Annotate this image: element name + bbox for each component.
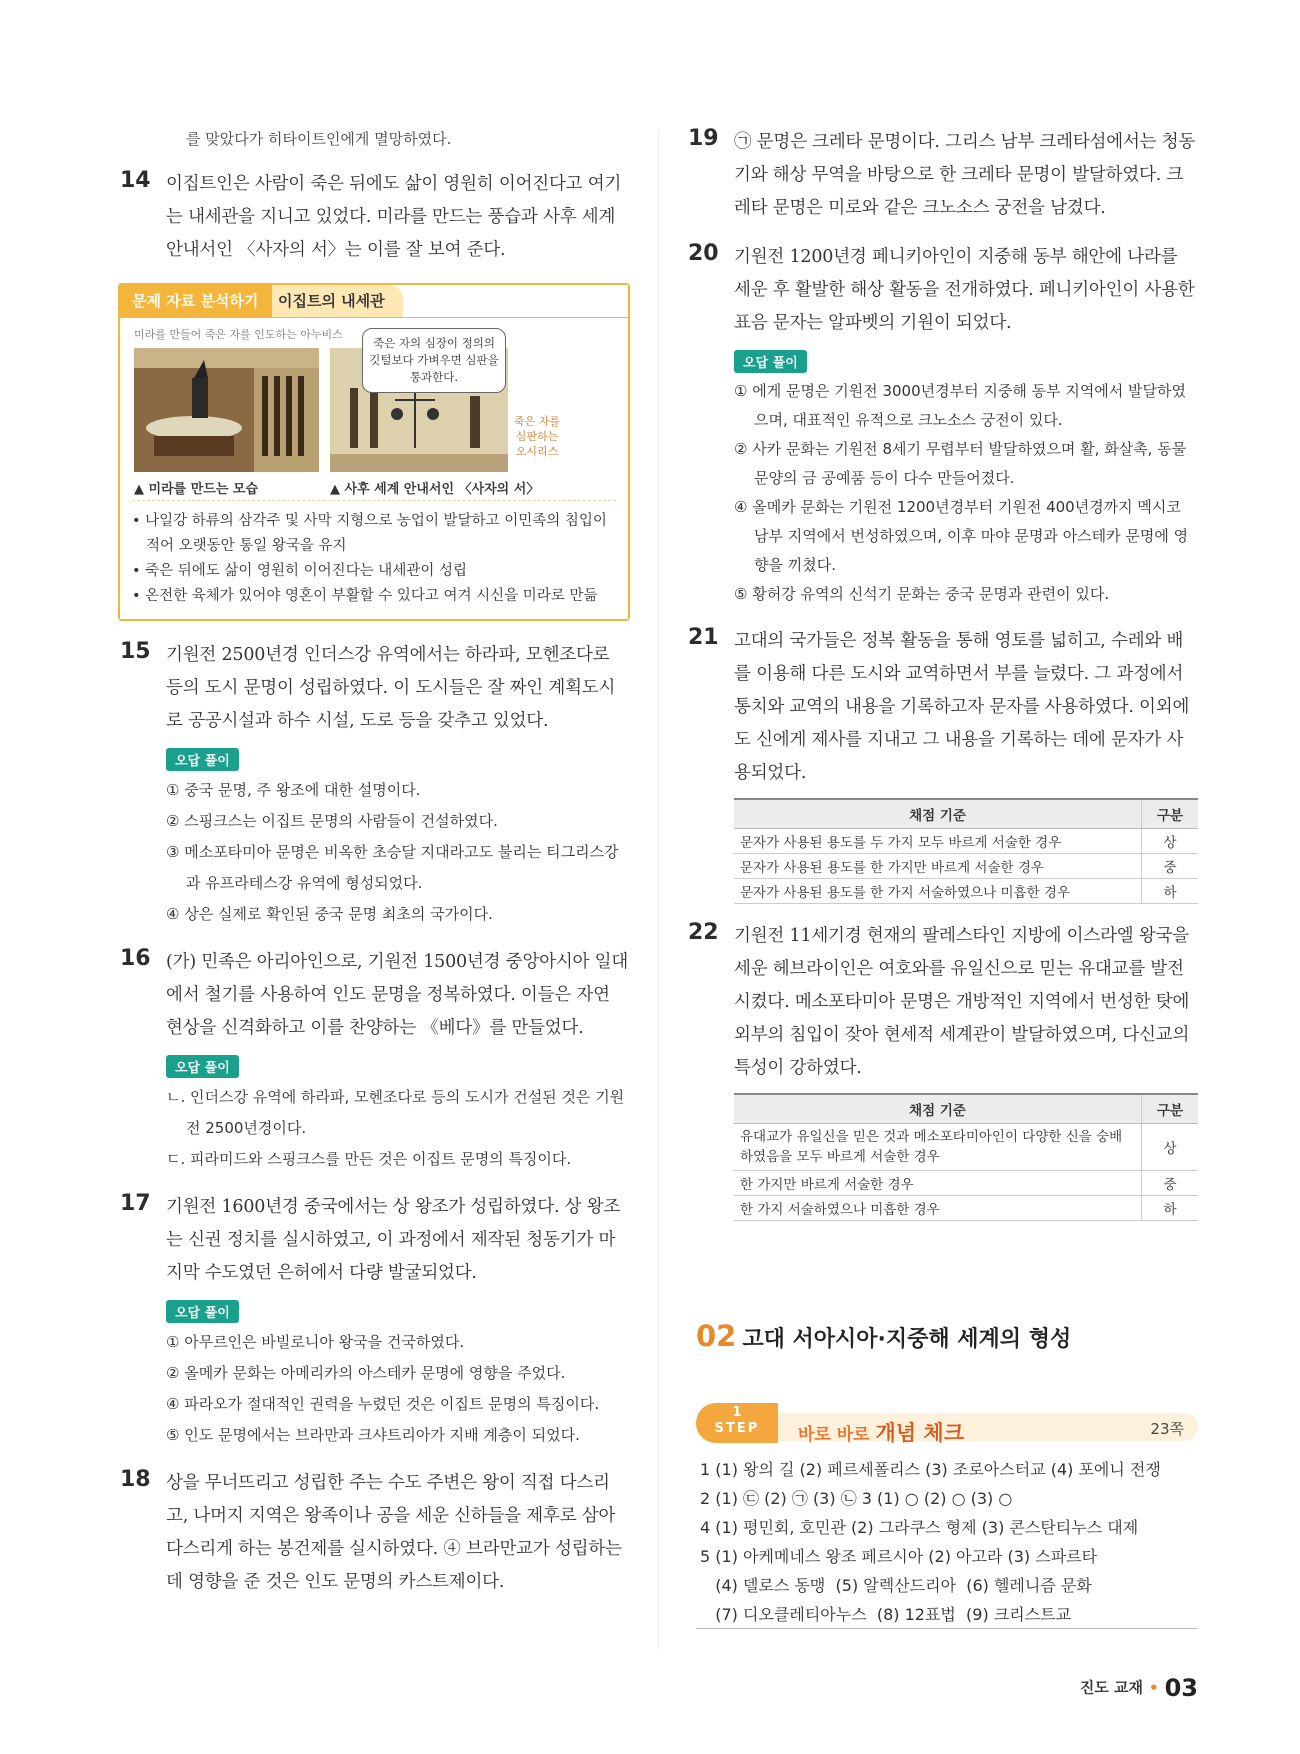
step-label: STEP (714, 1421, 760, 1436)
table-cell: 한 가지만 바르게 서술한 경우 (734, 1171, 1142, 1196)
table-cell: 유대교가 유일신을 믿은 것과 메소포타미아인이 다양한 신을 숭배하였음을 모두 바르게 서술한 경우 (734, 1124, 1142, 1171)
answer-text: 기원전 1600년경 중국에서는 상 왕조가 성립하였다. 상 왕조는 신권 정치를 실시하였고, 이 과정에서 제작된 청동기가 마지막 수도였던 은허에서 다량 발굴되었다. (166, 1197, 621, 1283)
list-item: ① 아무르인은 바빌로니아 왕국을 건국하였다. (166, 1333, 465, 1351)
list-item: ④ 파라오가 절대적인 권력을 누렸던 것은 이집트 문명의 특징이다. (166, 1395, 600, 1413)
answer-text: 기원전 1200년경 페니키아인이 지중해 동부 해안에 나라를 세운 후 활발한 해상 활동을 전개하였다. 페니키아인이 사용한 표음 문자는 알파벳의 기원이 되었다. (734, 247, 1195, 333)
question-number: 17 (120, 1191, 151, 1216)
bullet-item: • 나일강 하류의 삼각주 및 사막 지형으로 농업이 발달하고 이민족의 침입이 적어 오랫동안 통일 왕국을 유지 (132, 513, 607, 554)
column-divider (658, 130, 659, 1650)
list-item: ① 에게 문명은 기원전 3000년경부터 지중해 동부 지역에서 발달하였으며, 대표적인 유적으로 크노소스 궁전이 있다. (734, 382, 1187, 429)
page-number: 03 (1164, 1674, 1198, 1702)
question-number: 18 (120, 1467, 151, 1492)
footer-dot: • (1149, 1678, 1159, 1697)
table-row (734, 1124, 1198, 1171)
question-number: 19 (688, 126, 719, 151)
anubis-note: 미라를 만들어 죽은 자를 인도하는 아누비스 (134, 328, 343, 341)
answer-text: 이집트인은 사람이 죽은 뒤에도 삶이 영원히 이어진다고 여기는 내세관을 지니고 있었다. 미라를 만드는 풍습과 사후 세계 안내서인 〈사자의 서〉는 이를 잘 보여 준다. (166, 174, 622, 260)
question-number: 14 (120, 168, 151, 193)
heart-weighing-bubble: 죽은 자의 심장이 정의의 깃털보다 가벼우면 심판을 통과한다. (362, 328, 506, 393)
table-cell: 상 (1142, 829, 1199, 854)
caption-book-of-dead: ▲ 사후 세계 안내서인 〈사자의 서〉 (330, 482, 540, 497)
list-item: ㄷ. 피라미드와 스핑크스를 만든 것은 이집트 문명의 특징이다. (166, 1150, 572, 1168)
question-number: 22 (688, 920, 719, 945)
list-item: ④ 상은 실제로 확인된 중국 문명 최초의 국가이다. (166, 905, 493, 923)
list-item: ② 사카 문화는 기원전 8세기 무렵부터 발달하였으며 활, 화살촉, 동물 문양의 금 공예품 등이 다수 만들어졌다. (734, 440, 1187, 487)
question-19 (686, 126, 1198, 225)
question-15 (118, 639, 630, 930)
analysis-box (118, 283, 630, 621)
section-title: 고대 서아시아·지중해 세계의 형성 (742, 1327, 1072, 1352)
answer-line: 1 (1) 왕의 길 (2) 페르세폴리스 (3) 조로아스터교 (4) 포에니 전쟁 (700, 1460, 1161, 1479)
bullet-item: • 온전한 육체가 있어야 영혼이 부활할 수 있다고 여겨 시신을 미라로 만듦 (132, 588, 598, 604)
question-16 (118, 946, 630, 1175)
osiris-note: 죽은 자를 심판하는 오시리스 (514, 415, 561, 458)
step-page-ref: 23쪽 (1150, 1420, 1184, 1438)
table-header: 채점 기준 (734, 1094, 1142, 1124)
step-title-main: 개념 체크 (875, 1421, 964, 1445)
concept-check-box (696, 1403, 1198, 1633)
step-number: 1 (732, 1405, 742, 1420)
question-14 (118, 168, 630, 267)
answer-text: ㉠ 문명은 크레타 문명이다. 그리스 남부 크레타섬에서는 청동기와 해상 무역을 바탕으로 한 크레타 문명이 발달하였다. 크레타 문명은 미로와 같은 크노소스 궁전을 남겼다. (734, 132, 1196, 218)
right-column (686, 126, 1198, 1237)
table-header: 구분 (1142, 1094, 1199, 1124)
table-cell: 한 가지 서술하였으나 미흡한 경우 (734, 1196, 1142, 1221)
question-22 (686, 920, 1198, 1221)
list-item: ㄴ. 인더스강 유역에 하라파, 모헨조다로 등의 도시가 건설된 것은 기원전 2500년경이다. (166, 1088, 625, 1137)
list-item: ③ 메소포타미아 문명은 비옥한 초승달 지대라고도 불리는 티그리스강과 유프라테스강 유역에 형성되었다. (166, 843, 619, 892)
wrong-answer-list (166, 775, 630, 930)
question-number: 20 (688, 241, 719, 266)
section-number: 02 (696, 1319, 737, 1353)
step-title (798, 1417, 964, 1447)
answer-line: (7) 디오클레티아누스 (8) 12표법 (9) 크리스트교 (700, 1605, 1072, 1624)
table-cell: 문자가 사용된 용도를 두 가지 모두 바르게 서술한 경우 (734, 829, 1142, 854)
analysis-images (132, 326, 616, 496)
left-column (118, 168, 630, 1615)
answer-line: 4 (1) 평민회, 호민관 (2) 그라쿠스 형제 (3) 콘스탄티누스 대제 (700, 1518, 1139, 1537)
answer-line: (4) 델로스 동맹 (5) 알렉산드리아 (6) 헬레니즘 문화 (700, 1576, 1092, 1595)
table-cell: 문자가 사용된 용도를 한 가지만 바르게 서술한 경우 (734, 854, 1142, 879)
question-18 (118, 1467, 630, 1599)
table-row (734, 1196, 1198, 1221)
table-cell: 중 (1142, 854, 1199, 879)
table-cell: 하 (1142, 879, 1199, 904)
list-item: ② 스핑크스는 이집트 문명의 사람들이 건설하였다. (166, 812, 498, 830)
answer-list (700, 1455, 1161, 1629)
table-row (734, 829, 1198, 854)
question-21 (686, 625, 1198, 904)
answer-text: 고대의 국가들은 정복 활동을 통해 영토를 넓히고, 수레와 배를 이용해 다른 도시와 교역하면서 부를 늘렸다. 그 과정에서 통치와 교역의 내용을 기록하고자 문자를 사용하였다. 이외에도 신에게 제사를 지내고 그 내용을 기록하는 데에 문자가 사용되었다. (734, 631, 1190, 783)
mummy-image (134, 348, 319, 472)
list-item: ② 올메카 문화는 아메리카의 아스테카 문명에 영향을 주었다. (166, 1364, 566, 1382)
left-continuation: 를 맞았다가 히타이트인에게 멸망하였다. (186, 130, 452, 148)
table-cell: 하 (1142, 1196, 1199, 1221)
analysis-bullets (132, 500, 616, 609)
wrong-answer-badge: 오답 풀이 (166, 1055, 239, 1078)
table-row (734, 879, 1198, 904)
answer-text: 기원전 11세기경 현재의 팔레스타인 지방에 이스라엘 왕국을 세운 헤브라이인은 여호와를 유일신으로 믿는 유대교를 발전시켰다. 메소포타미아 문명은 개방적인 지역에서 번성한 탓에 외부의 침입이 잦아 현세적 세계관이 발달하였으며, 다신교의 특성이 강하였다. (734, 926, 1190, 1078)
wrong-answer-badge: 오답 풀이 (166, 748, 239, 771)
question-number: 16 (120, 946, 151, 971)
wrong-answer-badge: 오답 풀이 (166, 1300, 239, 1323)
answer-text: 기원전 2500년경 인더스강 유역에서는 하라파, 모헨조다로 등의 도시 문명이 성립하였다. 이 도시들은 잘 짜인 계획도시로 공공시설과 하수 시설, 도로 등을 갖추고 있었다. (166, 645, 616, 731)
section-heading (696, 1319, 1071, 1353)
grading-table (734, 1093, 1198, 1221)
question-number: 21 (688, 625, 719, 650)
wrong-answer-list (166, 1327, 630, 1451)
table-cell: 문자가 사용된 용도를 한 가지 서술하였으나 미흡한 경우 (734, 879, 1142, 904)
grading-table (734, 798, 1198, 904)
page-footer (1080, 1674, 1198, 1702)
answer-text: 상을 무너뜨리고 성립한 주는 수도 주변은 왕이 직접 다스리고, 나머지 지역은 왕족이나 공을 세운 신하들을 제후로 삼아 다스리게 하는 봉건제를 실시하였다. ④ 브라만교가 성립하는 데 영향을 준 것은 인도 문명의 카스트제이다. (166, 1473, 622, 1592)
step-title-prefix: 바로 바로 (798, 1425, 870, 1445)
wrong-answer-list (734, 377, 1198, 609)
list-item: ⑤ 인도 문명에서는 브라만과 크샤트리아가 지배 계층이 되었다. (166, 1426, 580, 1444)
step-badge (696, 1403, 778, 1443)
list-item: ④ 올메카 문화는 기원전 1200년경부터 기원전 400년경까지 멕시코 남부 지역에서 번성하였으며, 이후 마야 문명과 아스테카 문명에 영향을 끼쳤다. (734, 498, 1189, 574)
table-cell: 상 (1142, 1124, 1199, 1171)
answer-line: 2 (1) ㉢ (2) ㉠ (3) ㉡ 3 (1) ○ (2) ○ (3) ○ (700, 1489, 1013, 1508)
wrong-answer-list (166, 1082, 630, 1175)
answer-line: 5 (1) 아케메네스 왕조 페르시아 (2) 아고라 (3) 스파르타 (700, 1547, 1098, 1566)
table-header: 채점 기준 (734, 799, 1142, 829)
list-item: ① 중국 문명, 주 왕조에 대한 설명이다. (166, 781, 421, 799)
answer-text: (가) 민족은 아리아인으로, 기원전 1500년경 중앙아시아 일대에서 철기를 사용하여 인도 문명을 정복하였다. 이들은 자연 현상을 신격화하고 이를 찬양하는 《베다》를 만들었다. (166, 952, 629, 1038)
analysis-topic: 이집트의 내세관 (260, 285, 403, 317)
analysis-label: 문제 자료 분석하기 (120, 285, 272, 317)
question-number: 15 (120, 639, 151, 664)
question-20 (686, 241, 1198, 609)
table-row (734, 854, 1198, 879)
list-item: ⑤ 황허강 유역의 신석기 문화는 중국 문명과 관련이 있다. (734, 585, 1110, 603)
table-header: 구분 (1142, 799, 1199, 829)
caption-mummy: ▲ 미라를 만드는 모습 (134, 482, 259, 497)
step-divider (696, 1628, 1198, 1629)
footer-label: 진도 교재 (1079, 1678, 1143, 1697)
wrong-answer-badge: 오답 풀이 (734, 350, 807, 373)
question-17 (118, 1191, 630, 1451)
table-row (734, 1171, 1198, 1196)
table-cell: 중 (1142, 1171, 1199, 1196)
analysis-header (120, 285, 628, 318)
bullet-item: • 죽은 뒤에도 삶이 영원히 이어진다는 내세관이 성립 (132, 563, 467, 579)
